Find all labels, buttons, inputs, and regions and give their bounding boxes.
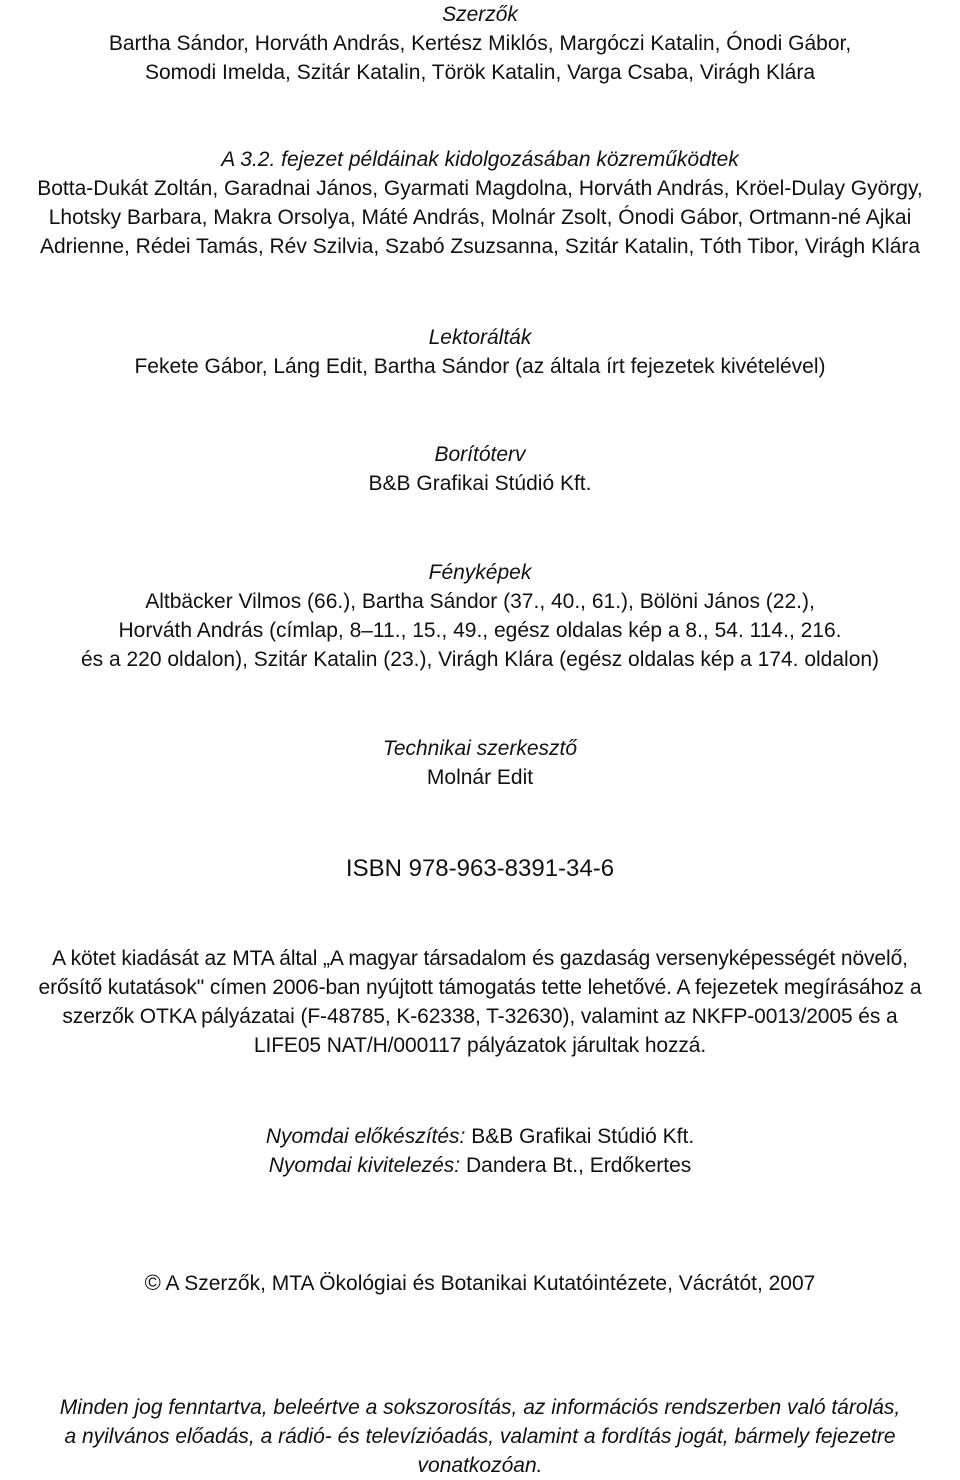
press-line	[0, 1151, 960, 1180]
prepress-line	[0, 1122, 960, 1151]
tech-editor-section	[0, 734, 960, 792]
authors-heading: Szerzők	[442, 3, 518, 26]
contributors-line: Adrienne, Rédei Tamás, Rév Szilvia, Szabó Zsuzsanna, Szitár Katalin, Tóth Tibor, Virágh Klára	[39, 235, 921, 258]
authors-line: Bartha Sándor, Horváth András, Kertész Miklós, Margóczi Katalin, Ónodi Gábor,	[108, 32, 852, 55]
authors-line: Somodi Imelda, Szitár Katalin, Török Katalin, Varga Csaba, Virágh Klára	[144, 61, 815, 84]
photos-line: és a 220 oldalon), Szitár Katalin (23.), Virágh Klára (egész oldalas kép a 174. oldalon)	[80, 648, 880, 671]
rights-line: a nyilvános előadás, a rádió- és televízióadás, valamint a fordítás jogát, bármely fejezetre	[64, 1425, 896, 1448]
funding-line: A kötet kiadását az MTA által „A magyar társadalom és gazdaság versenyképességét növelő,	[52, 947, 908, 970]
photos-heading: Fényképek	[428, 561, 532, 584]
contributors-line: Botta-Dukát Zoltán, Garadnai János, Gyarmati Magdolna, Horváth András, Kröel-Dulay György,	[37, 177, 923, 200]
rights-line: vonatkozóan.	[417, 1454, 543, 1477]
funding-notice	[0, 944, 960, 1060]
press-label: Nyomdai kivitelezés:	[268, 1154, 461, 1177]
isbn-section	[0, 853, 960, 885]
contributors-section	[0, 145, 960, 261]
contributors-line: Lhotsky Barbara, Makra Orsolya, Máté András, Molnár Zsolt, Ónodi Gábor, Ortmann-né Ajkai	[48, 206, 912, 229]
funding-line: erősítő kutatások" címen 2006-ban nyújtott támogatás tette lehetővé. A fejezetek megírásához a	[38, 976, 922, 999]
copyright-text: A Szerzők, MTA Ökológiai és Botanikai Kutatóintézete, Vácrátót, 2007	[165, 1272, 816, 1295]
reviewers-heading: Lektorálták	[428, 326, 532, 349]
rights-reserved	[0, 1393, 960, 1480]
prepress-value: B&B Grafikai Stúdió Kft.	[471, 1125, 695, 1148]
photos-line: Altbäcker Vilmos (66.), Bartha Sándor (37., 40., 61.), Bölöni János (22.),	[145, 590, 815, 613]
rights-line: Minden jog fenntartva, beleértve a sokszorosítás, az információs rendszerben való tárolás,	[59, 1396, 901, 1419]
cover-heading: Borítóterv	[434, 443, 526, 466]
funding-line: szerzők OTKA pályázatai (F-48785, K-62338, T-32630), valamint az NKFP-0013/2005 és a	[62, 1005, 898, 1028]
isbn: ISBN 978-963-8391-34-6	[345, 855, 615, 882]
printing-section	[0, 1122, 960, 1180]
cover-line: B&B Grafikai Stúdió Kft.	[368, 472, 592, 495]
reviewers-line: Fekete Gábor, Láng Edit, Bartha Sándor (az általa írt fejezetek kivételével)	[134, 355, 826, 378]
reviewers-section	[0, 323, 960, 381]
prepress-label: Nyomdai előkészítés:	[265, 1125, 466, 1148]
copyright-line	[0, 1268, 960, 1298]
tech-editor-line: Molnár Edit	[426, 766, 534, 789]
press-value: Dandera Bt., Erdőkertes	[465, 1154, 692, 1177]
funding-line: LIFE05 NAT/H/000117 pályázatok járultak hozzá.	[253, 1034, 707, 1057]
photos-line: Horváth András (címlap, 8–11., 15., 49., egész oldalas kép a 8., 54. 114., 216.	[118, 619, 842, 642]
contributors-heading: A 3.2. fejezet példáinak kidolgozásában közreműködtek	[221, 148, 739, 171]
cover-design-section	[0, 440, 960, 498]
copyright-section	[0, 1268, 960, 1298]
copyright-icon: ©	[144, 1270, 161, 1295]
authors-section	[0, 0, 960, 87]
photos-section	[0, 558, 960, 674]
tech-editor-heading: Technikai szerkesztő	[382, 737, 578, 760]
